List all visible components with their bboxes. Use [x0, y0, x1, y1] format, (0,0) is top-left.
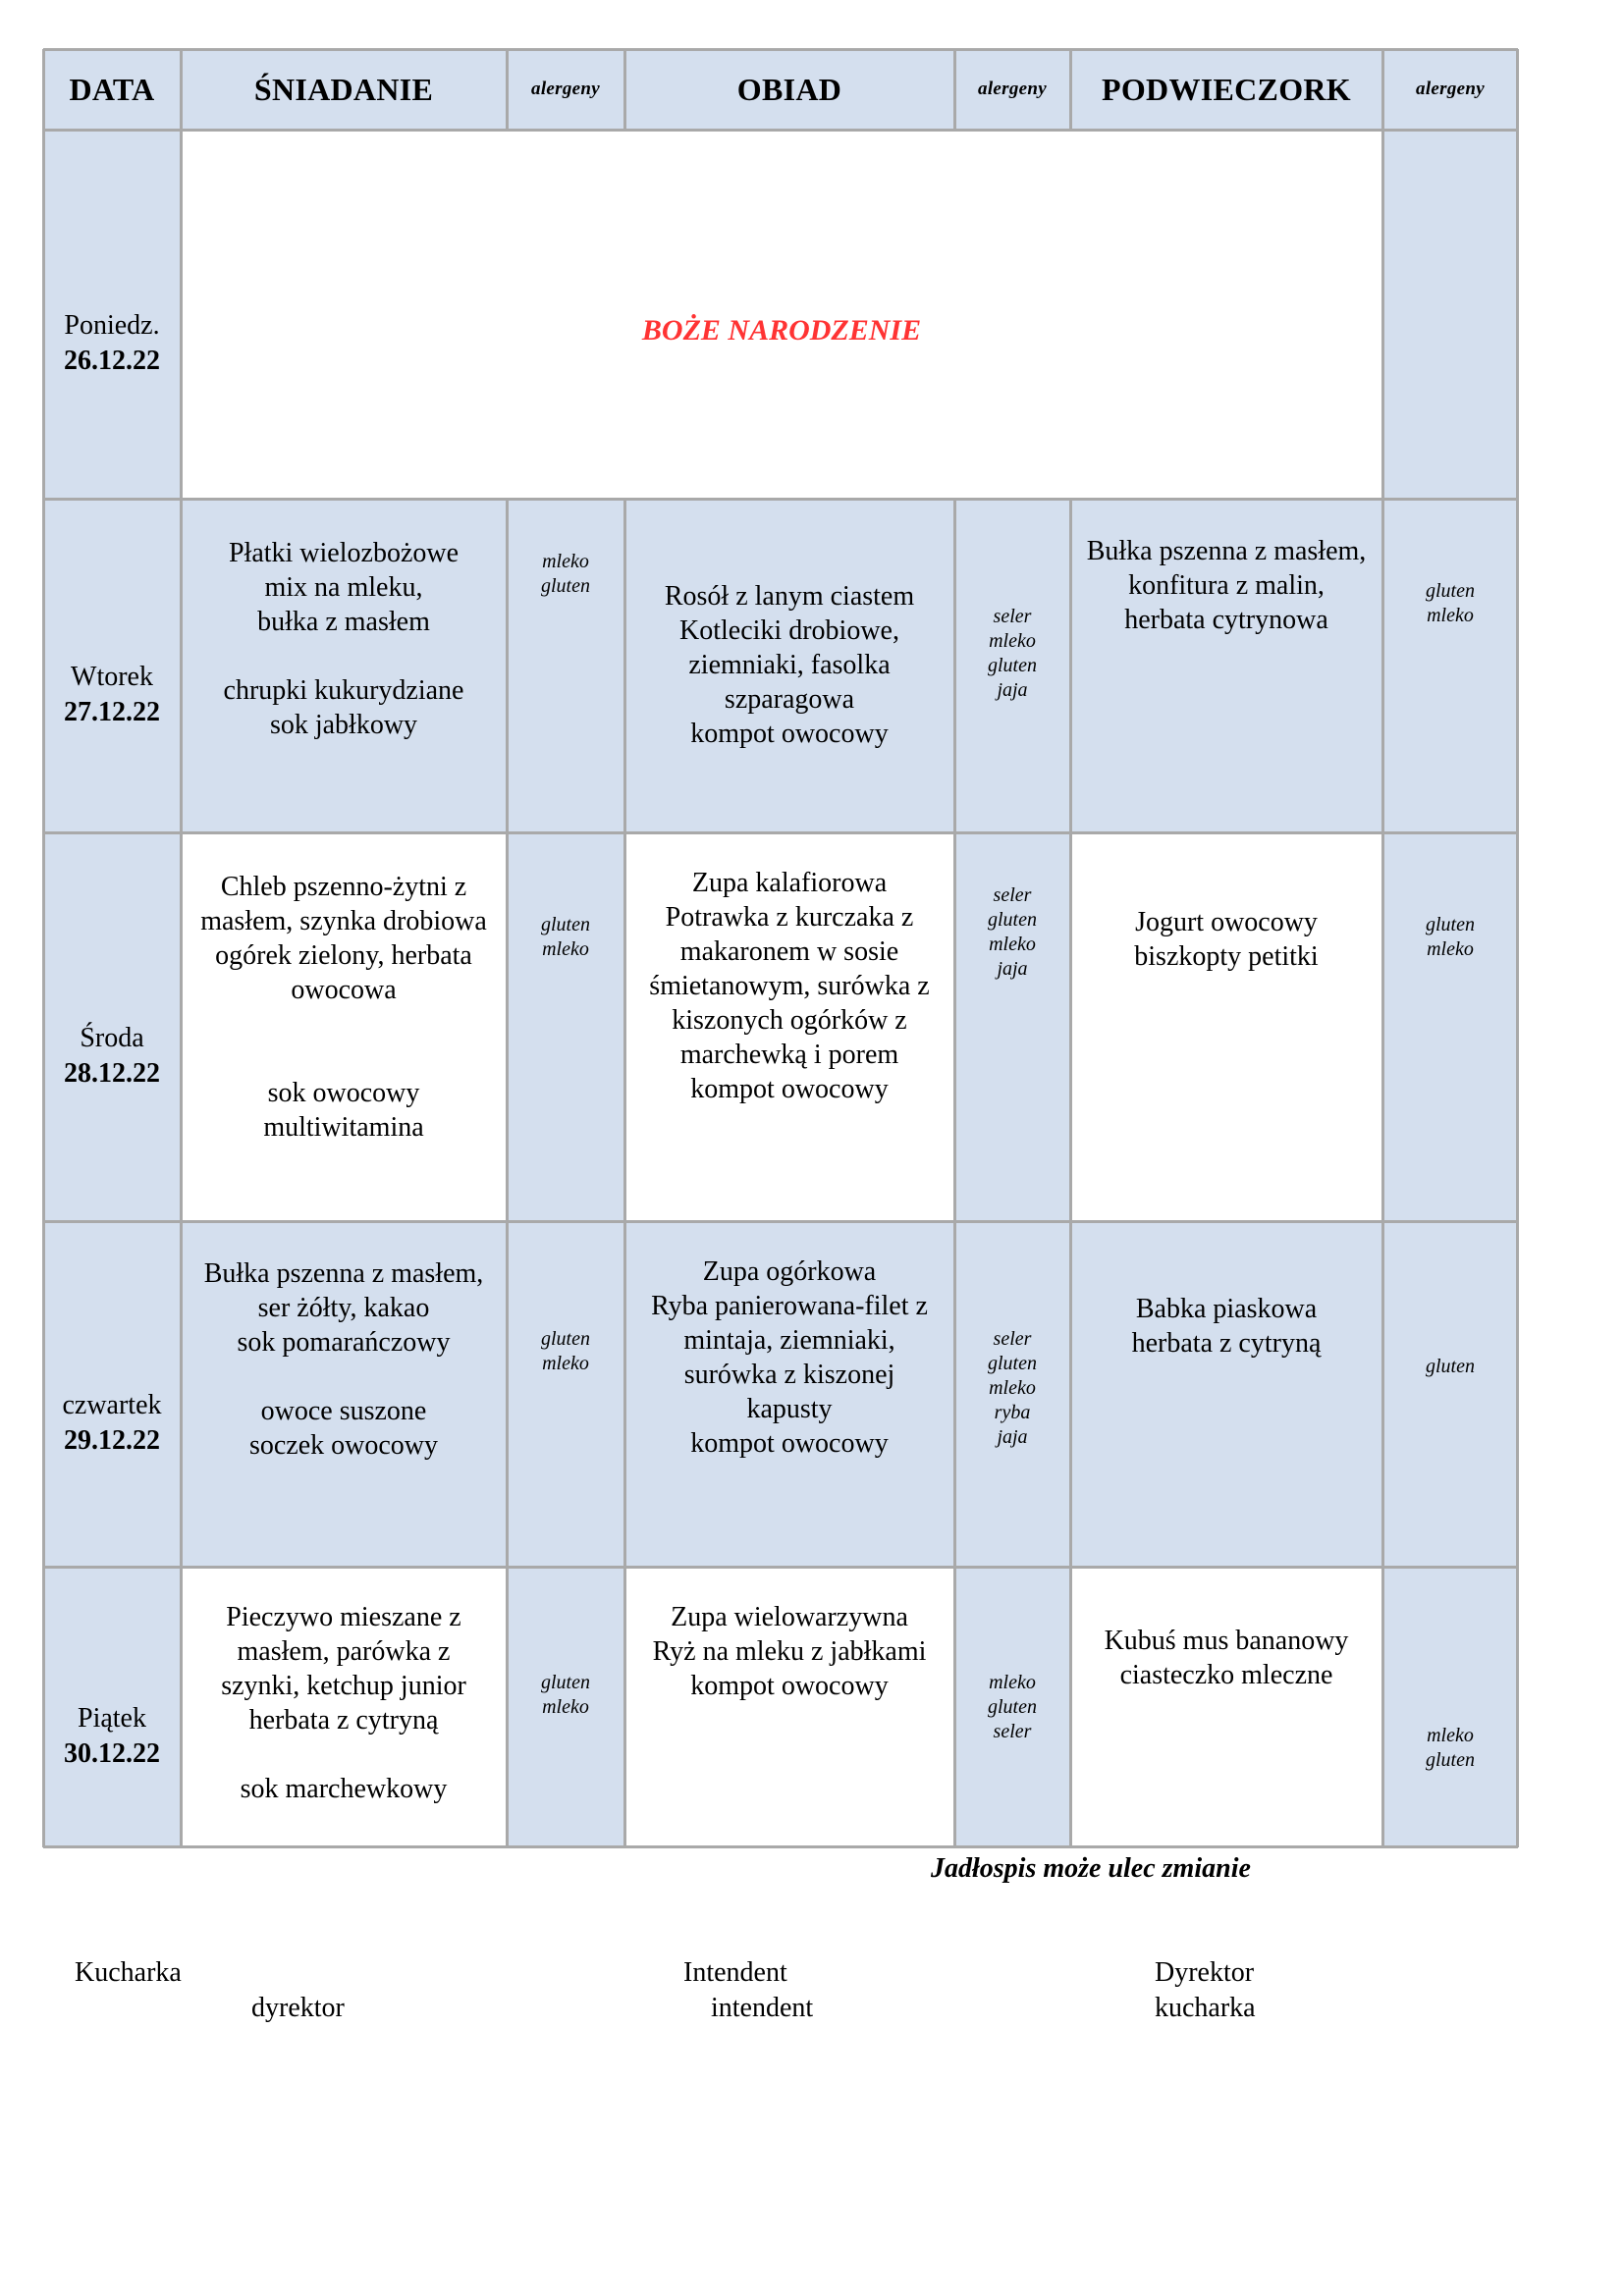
breakfast-allergens-cell — [507, 1567, 624, 1847]
day-name: czwartek — [62, 1390, 162, 1420]
lunch-cell — [624, 832, 954, 1221]
grid-line — [506, 499, 509, 1847]
breakfast-cell — [181, 1221, 507, 1567]
menu-line: sok owocowy — [267, 1078, 420, 1108]
allergen-item: jaja — [997, 679, 1028, 701]
day-name: Środa — [80, 1023, 144, 1053]
allergen-item: mleko — [989, 1672, 1036, 1693]
menu-line: kompot owocowy — [690, 1074, 889, 1104]
grid-line — [43, 1845, 1518, 1848]
menu-line: chrupki kukurydziane — [223, 675, 464, 706]
allergen-item: seler — [993, 1721, 1032, 1742]
header-breakfast-allergens: alergeny — [507, 49, 624, 130]
grid-line — [43, 48, 1518, 51]
allergen-item: gluten — [988, 655, 1037, 676]
grid-line — [953, 49, 956, 130]
grid-line — [623, 49, 626, 130]
grid-line — [1069, 49, 1072, 130]
snack-allergens-cell — [1382, 832, 1518, 1221]
snack-cell — [1070, 499, 1382, 832]
day-date: 26.12.22 — [64, 346, 160, 376]
menu-line: Kotleciki drobiowe, — [679, 615, 899, 646]
breakfast-cell — [181, 499, 507, 832]
menu-line: mintaja, ziemniaki, — [683, 1325, 895, 1356]
grid-line — [43, 129, 1518, 132]
grid-line — [1516, 49, 1519, 1847]
allergen-item: jaja — [997, 1426, 1028, 1448]
allergen-item: seler — [993, 1328, 1032, 1350]
allergen-item: mleko — [989, 630, 1036, 652]
menu-line: bułka z masłem — [257, 607, 430, 637]
menu-line: szynki, ketchup junior — [221, 1671, 466, 1701]
lunch-allergens-cell — [954, 1567, 1070, 1847]
menu-line: Potrawka z kurczaka z — [665, 902, 914, 933]
menu-line: multiwitamina — [263, 1112, 424, 1143]
day-cell — [43, 130, 181, 499]
allergen-item: gluten — [988, 1696, 1037, 1718]
menu-line: masłem, szynka drobiowa — [200, 906, 487, 936]
day-cell — [43, 499, 181, 832]
breakfast-allergens-cell — [507, 832, 624, 1221]
allergen-item: mleko — [989, 1377, 1036, 1399]
menu-line: Bułka pszenna z masłem, — [203, 1258, 484, 1289]
allergen-item: gluten — [1426, 1356, 1475, 1377]
menu-line: kompot owocowy — [690, 719, 889, 749]
menu-line: marchewką i porem — [679, 1040, 899, 1070]
menu-line: sok marchewkowy — [240, 1774, 448, 1804]
allergen-item: mleko — [989, 934, 1036, 955]
grid-line — [43, 831, 1518, 834]
menu-line: Zupa kalafiorowa — [691, 868, 888, 898]
header-breakfast: ŚNIADANIE — [181, 49, 507, 130]
snack-cell — [1070, 1567, 1382, 1847]
day-cell — [43, 1221, 181, 1567]
allergen-item: seler — [993, 884, 1032, 906]
menu-line: owocowa — [291, 975, 397, 1005]
snack-cell — [1070, 832, 1382, 1221]
lunch-allergens-cell — [954, 832, 1070, 1221]
grid-line — [43, 1220, 1518, 1223]
menu-line: Pieczywo mieszane z — [226, 1602, 461, 1632]
snack-allergens-cell — [1382, 499, 1518, 832]
menu-line: Chleb pszenno-żytni z — [220, 872, 467, 902]
menu-line: sok jabłkowy — [269, 710, 418, 740]
allergen-item: jaja — [997, 958, 1028, 980]
menu-line: konfitura z malin, — [1128, 570, 1325, 601]
allergen-item: gluten — [541, 914, 590, 935]
menu-line: kompot owocowy — [690, 1671, 889, 1701]
menu-line: Ryż na mleku z jabłkami — [652, 1636, 927, 1667]
signature-cook-value: dyrektor — [251, 1993, 345, 2023]
signature-steward-title: Intendent — [683, 1957, 787, 1988]
header-snack-allergens: alergeny — [1382, 49, 1518, 130]
menu-line: Zupa wielowarzywna — [671, 1602, 908, 1632]
lunch-cell — [624, 1567, 954, 1847]
menu-line: herbata z cytryną — [1131, 1328, 1322, 1359]
menu-line: ser żółty, kakao — [257, 1293, 430, 1323]
allergen-item: gluten — [541, 1672, 590, 1693]
empty-allergen-cell — [1382, 130, 1518, 499]
allergen-item: gluten — [1426, 914, 1475, 935]
snack-allergens-cell — [1382, 1221, 1518, 1567]
signature-steward-value: intendent — [711, 1993, 814, 2023]
allergen-item: gluten — [988, 909, 1037, 931]
lunch-cell — [624, 499, 954, 832]
day-name: Poniedz. — [64, 310, 160, 341]
menu-line: Rosół z lanym ciastem — [664, 581, 915, 612]
breakfast-cell — [181, 1567, 507, 1847]
allergen-item: gluten — [541, 575, 590, 597]
holiday-label: BOŻE NARODZENIE — [641, 314, 922, 347]
allergen-item: mleko — [542, 938, 589, 960]
day-cell — [43, 832, 181, 1221]
menu-table — [43, 49, 1518, 1847]
grid-line — [43, 1566, 1518, 1569]
grid-line — [43, 498, 1518, 501]
breakfast-cell — [181, 832, 507, 1221]
header-snack: PODWIECZORK — [1070, 49, 1382, 130]
menu-line: owoce suszone — [260, 1396, 427, 1426]
day-name: Piątek — [78, 1703, 146, 1734]
menu-line: makaronem w sosie — [679, 936, 899, 967]
lunch-allergens-cell — [954, 499, 1070, 832]
menu-line: ziemniaki, fasolka — [688, 650, 891, 680]
menu-line: Babka piaskowa — [1135, 1294, 1318, 1324]
header-data: DATA — [43, 49, 181, 130]
grid-line — [1069, 499, 1072, 1847]
grid-line — [953, 499, 956, 1847]
menu-line: kompot owocowy — [690, 1428, 889, 1459]
allergen-item: mleko — [542, 551, 589, 572]
allergen-item: gluten — [1426, 580, 1475, 602]
header-lunch-allergens: alergeny — [954, 49, 1070, 130]
menu-line: ogórek zielony, herbata — [215, 940, 472, 971]
menu-line: herbata cytrynowa — [1124, 605, 1328, 635]
allergen-item: mleko — [1427, 605, 1474, 626]
day-date: 28.12.22 — [64, 1058, 160, 1089]
grid-line — [506, 49, 509, 130]
menu-line: soczek owocowy — [248, 1430, 439, 1461]
allergen-item: gluten — [988, 1353, 1037, 1374]
grid-line — [42, 49, 45, 1847]
menu-line: biszkopty petitki — [1134, 941, 1319, 972]
allergen-item: mleko — [1427, 1725, 1474, 1746]
grid-line — [623, 499, 626, 1847]
menu-line: Zupa ogórkowa — [702, 1256, 877, 1287]
snack-allergens-cell — [1382, 1567, 1518, 1847]
allergen-item: mleko — [542, 1696, 589, 1718]
header-lunch: OBIAD — [624, 49, 954, 130]
menu-line: masłem, parówka z — [237, 1636, 451, 1667]
allergen-item: mleko — [1427, 938, 1474, 960]
menu-line: Ryba panierowana-filet z — [651, 1291, 928, 1321]
menu-line: kapusty — [746, 1394, 833, 1424]
breakfast-allergens-cell — [507, 499, 624, 832]
signature-director-title: Dyrektor — [1155, 1957, 1255, 1988]
grid-line — [180, 49, 183, 1847]
day-date: 30.12.22 — [64, 1738, 160, 1769]
menu-line: Płatki wielozbożowe — [228, 538, 460, 568]
day-cell — [43, 1567, 181, 1847]
menu-line: surówka z kiszonej — [683, 1360, 895, 1390]
menu-line: Jogurt owocowy — [1135, 907, 1318, 937]
lunch-allergens-cell — [954, 1221, 1070, 1567]
snack-cell — [1070, 1221, 1382, 1567]
grid-line — [1381, 49, 1384, 1847]
menu-line: mix na mleku, — [264, 572, 423, 603]
menu-line: Kubuś mus bananowy — [1104, 1626, 1349, 1656]
allergen-item: gluten — [1426, 1749, 1475, 1771]
allergen-item: gluten — [541, 1328, 590, 1350]
signature-director-value: kucharka — [1155, 1993, 1256, 2023]
menu-line: herbata z cytryną — [248, 1705, 439, 1735]
breakfast-allergens-cell — [507, 1221, 624, 1567]
menu-line: szparagowa — [724, 684, 855, 715]
menu-line: Bułka pszenna z masłem, — [1086, 536, 1367, 566]
day-date: 27.12.22 — [64, 697, 160, 727]
day-name: Wtorek — [71, 662, 153, 692]
menu-line: sok pomarańczowy — [237, 1327, 451, 1358]
allergen-item: seler — [993, 606, 1032, 627]
allergen-item: mleko — [542, 1353, 589, 1374]
menu-line: śmietanowym, surówka z — [649, 971, 930, 1001]
menu-change-note: Jadłospis może ulec zmianie — [931, 1853, 1251, 1884]
day-date: 29.12.22 — [64, 1425, 160, 1456]
menu-line: kiszonych ogórków z — [672, 1005, 907, 1036]
signature-cook-title: Kucharka — [75, 1957, 182, 1988]
allergen-item: ryba — [994, 1402, 1031, 1423]
lunch-cell — [624, 1221, 954, 1567]
holiday-cell — [181, 130, 1382, 499]
menu-line: ciasteczko mleczne — [1119, 1660, 1333, 1690]
